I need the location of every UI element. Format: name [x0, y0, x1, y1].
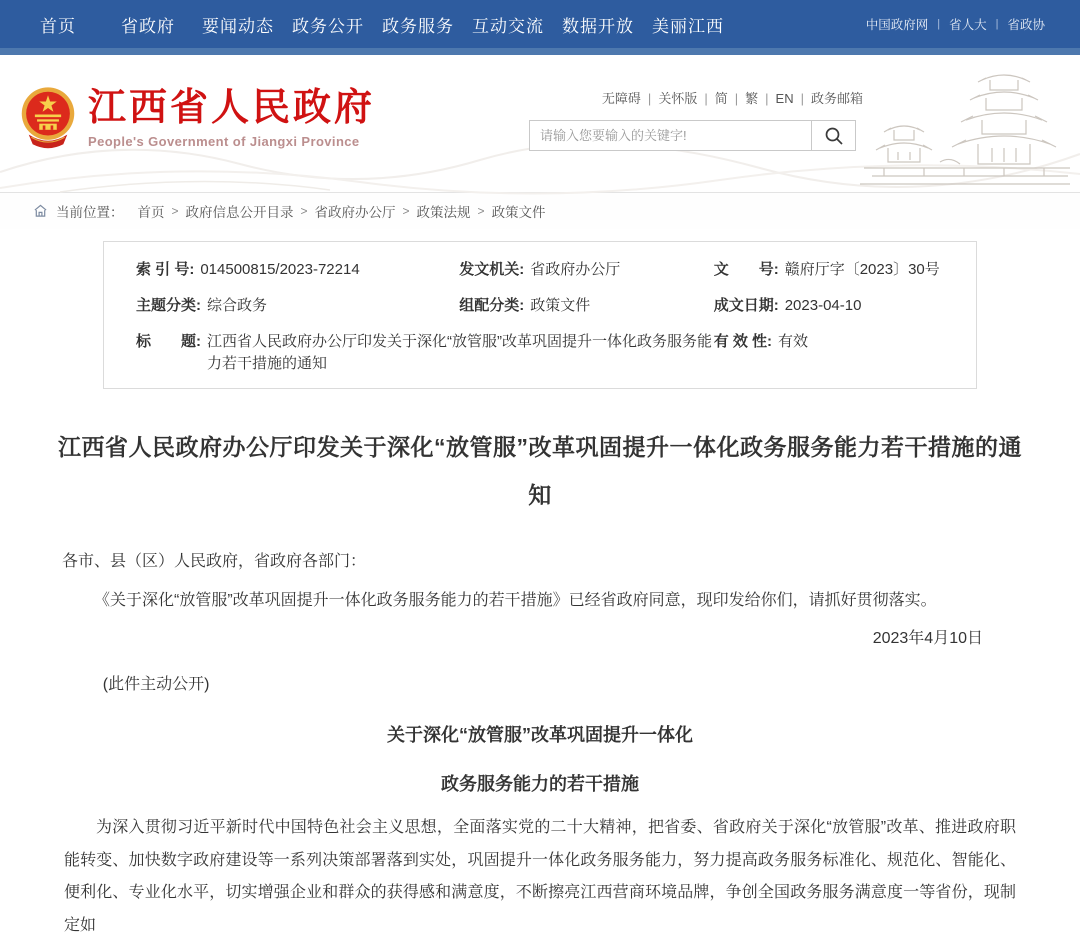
link-accessibility[interactable]: 无障碍	[601, 91, 641, 106]
info-topic-category-label: 主题分类:	[136, 297, 201, 314]
breadcrumb-separator: >	[477, 204, 485, 218]
breadcrumb-label: 当前位置：	[56, 205, 124, 220]
site-brand[interactable]	[20, 85, 375, 151]
link-government-mailbox[interactable]: 政务邮箱	[810, 91, 863, 106]
utility-links	[529, 88, 864, 107]
search-input[interactable]	[530, 121, 811, 150]
info-group-category-value: 政策文件	[530, 297, 591, 314]
breadcrumb-separator: >	[402, 204, 410, 218]
breadcrumb-home[interactable]: 首页	[137, 205, 165, 220]
main-content	[0, 241, 1080, 942]
nav-item-beautiful-jiangxi[interactable]: 美丽江西	[652, 16, 724, 36]
search-button[interactable]	[811, 121, 855, 150]
link-care-version[interactable]: 关怀版	[658, 91, 698, 106]
nav-item-news[interactable]: 要闻动态	[202, 16, 274, 36]
info-topic-category	[136, 295, 459, 317]
measures-title-line2: 政务服务能力的若干措施	[441, 774, 639, 794]
measures-intro-paragraph: 为深入贯彻习近平新时代中国特色社会主义思想，全面落实党的二十大精神，把省委、省政府关于深化“放管服”改革、推进政府职能转变、加快数字政府建设等一系列决策部署落到实处，巩固提升一体化政务服务能力，努力提高政务服务标准化、规范化、智能化、便利化、专业化水平，切实增强企业和群众的获得感和满意度，不断擦亮江西营商环境品牌，争创全国政务服务满意度一等省份，现制定如	[64, 819, 1016, 934]
nav-menu	[13, 12, 733, 37]
info-document-number-value: 赣府厅字〔2023〕30号	[784, 261, 940, 278]
notice-paragraph: 《关于深化“放管服”改革巩固提升一体化政务服务能力的若干措施》已经省政府同意，现印发给你们，请抓好贯彻落实。	[94, 592, 937, 609]
nav-item-government-services[interactable]: 政务服务	[382, 16, 454, 36]
info-document-number-label: 文 号:	[713, 261, 779, 278]
info-group-category	[459, 295, 714, 317]
info-issue-date-label: 成文日期:	[713, 297, 779, 314]
separator: |	[937, 18, 941, 30]
info-validity-value: 有效	[778, 333, 809, 350]
notice-body	[62, 549, 983, 698]
info-validity-label: 有 效 性:	[713, 333, 773, 350]
link-simplified-chinese[interactable]: 简	[714, 91, 728, 106]
top-navbar	[0, 0, 1080, 48]
link-traditional-chinese[interactable]: 繁	[745, 91, 759, 106]
salutation: 各市、县（区）人民政府，省政府各部门：	[62, 553, 367, 570]
info-issuing-agency-value: 省政府办公厅	[530, 261, 621, 278]
nav-item-provincial-government[interactable]: 省政府	[121, 16, 175, 36]
home-icon	[33, 204, 48, 218]
info-index-number	[136, 259, 459, 281]
breadcrumb-separator: >	[300, 204, 308, 218]
nav-accent-strip	[0, 48, 1080, 55]
info-document-number	[714, 259, 944, 281]
info-group-category-label: 组配分类:	[459, 297, 525, 314]
info-issue-date-value: 2023-04-10	[784, 297, 862, 314]
info-issuing-agency	[459, 259, 714, 281]
document-info-table	[103, 241, 977, 389]
info-document-title-value: 江西省人民政府办公厅印发关于深化“放管服”改革巩固提升一体化政务服务能力若干措施的通知	[207, 333, 712, 372]
nav-external-links	[857, 15, 1054, 33]
separator: |	[995, 18, 999, 30]
nav-item-government-affairs-disclosure[interactable]: 政务公开	[292, 16, 364, 36]
info-index-number-value: 014500815/2023-72214	[200, 261, 360, 278]
national-emblem-logo	[20, 85, 76, 151]
search-box	[529, 120, 856, 151]
info-validity	[714, 331, 944, 375]
search-icon	[824, 126, 844, 146]
nav-item-home[interactable]: 首页	[40, 16, 76, 36]
link-provincial-cppcc[interactable]: 省政协	[1007, 18, 1045, 32]
site-title-english: People's Government of Jiangxi Province	[88, 134, 360, 149]
info-issuing-agency-label: 发文机关:	[459, 261, 525, 278]
measures-title-line1: 关于深化“放管服”改革巩固提升一体化	[387, 725, 693, 745]
breadcrumb-policy-documents[interactable]: 政策文件	[491, 205, 546, 220]
breadcrumb-separator: >	[171, 204, 179, 218]
separator: |	[647, 91, 652, 106]
site-title: 江西省人民政府	[88, 87, 376, 129]
document-title: 江西省人民政府办公厅印发关于深化“放管服”改革巩固提升一体化政务服务能力若干措施的通知	[58, 434, 1022, 508]
pagoda-artwork	[854, 64, 1076, 192]
link-english-version[interactable]: EN	[775, 91, 794, 106]
info-index-number-label: 索 引 号:	[136, 261, 195, 278]
separator: |	[704, 91, 708, 106]
info-topic-category-value: 综合政务	[207, 297, 268, 314]
separator: |	[800, 91, 804, 106]
info-document-title	[136, 331, 714, 375]
breadcrumb-general-office[interactable]: 省政府办公厅	[314, 205, 396, 220]
separator: |	[734, 91, 739, 106]
info-issue-date	[714, 295, 944, 317]
separator: |	[765, 91, 769, 106]
top-navbar-inner	[0, 12, 1080, 37]
document-date: 2023年4月10日	[872, 630, 983, 647]
nav-item-open-data[interactable]: 数据开放	[562, 16, 634, 36]
link-china-gov-site[interactable]: 中国政府网	[865, 18, 929, 32]
breadcrumb	[0, 192, 1080, 229]
brand-text	[88, 87, 375, 149]
link-provincial-peoples-congress[interactable]: 省人大	[949, 18, 987, 32]
breadcrumb-info-disclosure-catalog[interactable]: 政府信息公开目录	[185, 205, 294, 220]
disclosure-note: (此件主动公开)	[102, 676, 210, 693]
info-document-title-label: 标 题:	[136, 333, 201, 350]
header-right	[529, 88, 869, 151]
nav-item-interaction[interactable]: 互动交流	[472, 16, 544, 36]
site-header	[0, 55, 1080, 192]
breadcrumb-policies-regulations[interactable]: 政策法规	[416, 205, 471, 220]
